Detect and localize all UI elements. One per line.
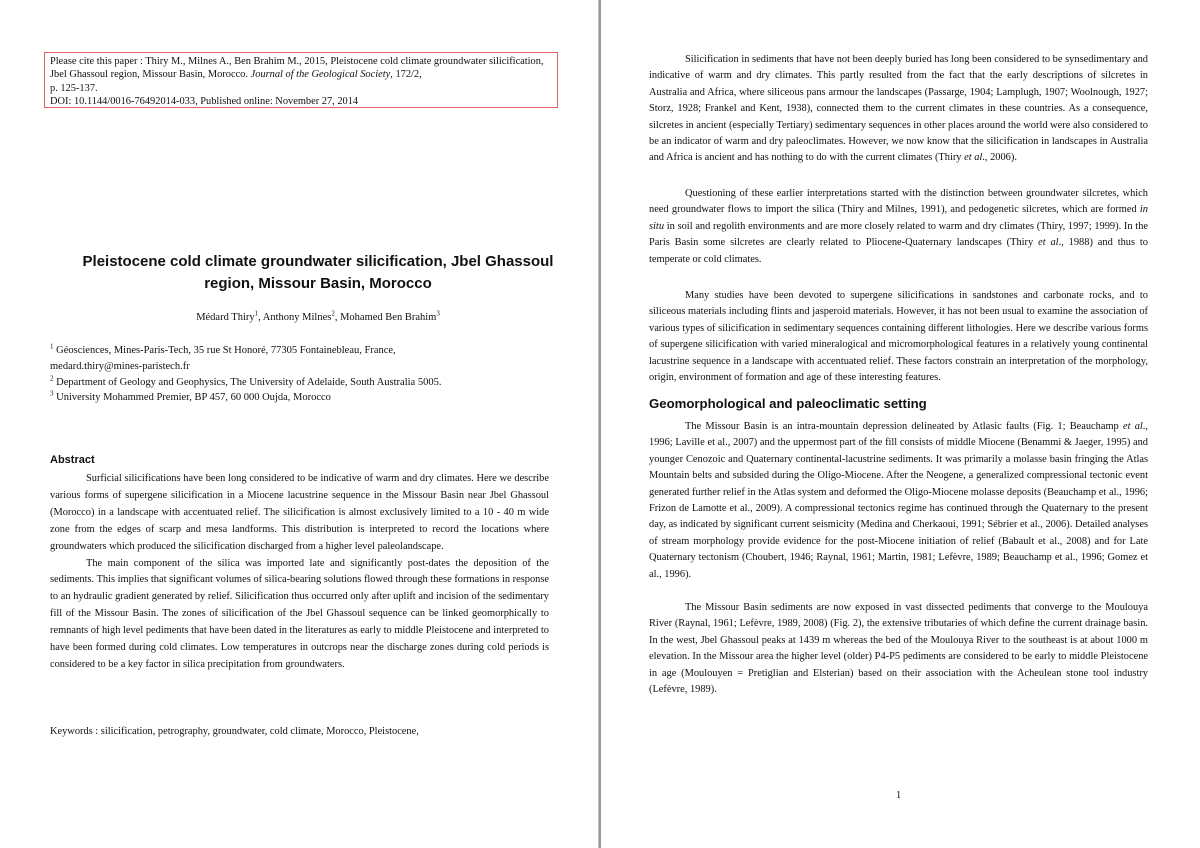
left-page <box>0 0 599 848</box>
affiliation-item <box>50 343 560 359</box>
abstract-paragraph: The main component of the silica was imported late and significantly post-dates the deposition of the sediments. This implies that significant volumes of silica-bearing solutions flowed through these formations in response to an hydraulic gradient generated by relief. Silicification thus occurred only after uplift and incision of the sedimentary fill of the Missour Basin. The zones of silicification of the Jbel Ghassoul sequence can be linked geomorphically to remnants of high level pediments that have been dated in the literatures as early to middle Pleistocene and interpreted to have been formed during cold climates. Low temperatures in outcrops near the discharge zones during cold periods is considered to be a key factor in silica precipitation from groundwaters. <box>50 557 549 670</box>
text-run: Questioning of these earlier interpretations started with the distinction between groundwater silcretes, which need groundwater flows to import the silica (Thiry and Milnes, 1991), and pedogenetic silcretes, which are formed <box>649 188 1148 216</box>
affiliation-sup: 1 <box>50 342 54 351</box>
author-sup: 3 <box>436 309 440 318</box>
body-paragraph <box>649 186 1148 268</box>
body-paragraph: Many studies have been devoted to supergene silicifications in sandstones and carbonate rocks, and to siliceous materials including flints and jasperoid materials. However, it has not been usual to examine the association of various types of silicification in sedimentary sequences containing different lithologies. Here we describe various forms of supergene silicification with varied mineralogical and micromorphological features in a relatively young continental lacustrine sequence in a landscape with accentuated relief. These factors constrain an interpretation of the morphology, origin, environment of formation and age of these interesting features. <box>649 290 1148 384</box>
section-heading: Geomorphological and paleoclimatic setting <box>649 396 927 411</box>
citation-text: Please cite this paper : Thiry M., Milnes A., Ben Brahim M., 2015, Pleistocene cold climate groundwater silicification, Jbel Ghassoul region, Missour Basin, Morocco. <box>50 56 544 81</box>
text-italic: et al <box>1122 421 1143 432</box>
keywords: Keywords : silicification, petrography, groundwater, cold climate, Morocco, Pleistocene, <box>50 726 419 737</box>
text-run: The Missour Basin is an intra-mountain depression delineated by Atlasic faults (Fig. 1; Beauchamp <box>685 421 1123 432</box>
body-paragraph: The Missour Basin sediments are now exposed in vast dissected pediments that converge to the Moulouya River (Raynal, 1961; Lefèvre, 1989, 2008) (Fig. 2), the extensive tributaries of which define the current drainage basin. In the west, Jbel Ghassoul peaks at 1439 m whereas the bed of the Moulouya River to the southeast is at about 1000 m elevation. In the Missour area the higher level (older) P4-P5 pediments are considered to be early to middle Pleistocene in age (Moulouyen = Pretiglian and Elsterian) based on their association with the Acheulean stone tool industry (Lefèvre, 1989). <box>649 602 1148 696</box>
right-page <box>601 0 1200 848</box>
citation-pages: p. 125-137. <box>50 82 98 94</box>
citation-volume: , 172/2, <box>390 69 422 81</box>
abstract-heading: Abstract <box>50 454 95 466</box>
body-paragraph <box>649 52 1148 167</box>
author-name: Médard Thiry <box>196 312 255 323</box>
text-run: ., 1996; Laville et al., 2007) and the uppermost part of the fill consists of middle Miocene (Benammi & Jaeger, 1995) and younger Cenozoic and Quaternary continental-lacustrine sediments. It was primarily a molasse basin fringing the Atlas Mountain belts and subsided during the Oligo-Miocene. After the Neogene, a generalized compressional tectonic event generated further relief in the Atlas system and deformed the Oligo-Miocene molasse deposits (Beauchamp et al., 1996; Frizon de Lamotte et al., 2009). A compressional tectonics regime has continued through the Quaternary to the present day, as indicated by significant current seismicity (Medina and Cherkaoui, 1991; Sébrier et al., 2006). Detailed analyses of stream morphology provide evidence for the post-Miocene initiation of relief (Babault et al., 2008) and for Late Quaternary tectonism (Choubert, 1946; Raynal, 1961; Martin, 1981; Lefèvre, 1989; Beauchamp et al., 1996; Gomez et al., 1996). <box>649 421 1148 580</box>
affiliation-sup: 2 <box>50 374 54 383</box>
author-sep: , <box>258 312 263 323</box>
text-run: ., 2006). <box>982 152 1017 164</box>
author-sep: , <box>334 312 341 323</box>
body-paragraph <box>649 419 1148 583</box>
affiliation-text: University Mohammed Premier, BP 457, 60 000 Oujda, Morocco <box>53 392 331 404</box>
affiliation-sup: 3 <box>50 389 54 398</box>
abstract-paragraph: Surficial silicifications have been long considered to be indicative of warm and dry climates. Here we describe various forms of supergene silicification in a Miocene lacustrine sequence in the Missour Basin near Jbel Ghassoul (Morocco) in a landscape with accentuated relief. The silicification is almost exclusively limited to a 10 - 40 m wide zone from the edges of scarp and mesa landforms. This distribution is interpreted to record the locations where groundwaters which produced the silicification discharged from a higher level paleolandscape. <box>50 473 549 552</box>
abstract-body <box>50 471 549 674</box>
text-run: Silicification in sediments that have not been deeply buried has long been considered to be synsedimentary and indicative of warm and dry climates. This partly resulted from the fact that the early descriptions of silcretes in Australia and Africa, where siliceous pans armour the landscapes (Passarge, 1904; Lamplugh, 1907; Woolnough, 1927; Storz, 1928; Frankel and Kent, 1938), connected them to the current climates in these countries. As a consequence, silcretes in ancient (especially Tertiary) sedimentary sequences in other places around the world were also considered to be an indicator of warm and dry paleoclimates. However, we now know that the silicification in landscapes in Australia and Africa is ancient and has nothing to do with the current climates (Thiry <box>649 54 1148 164</box>
affiliations <box>50 343 560 406</box>
paper-title: Pleistocene cold climate groundwater silicification, Jbel Ghassoul region, Missour Basin, Morocco <box>82 253 554 292</box>
affiliation-item <box>50 375 560 391</box>
text-italic: in situ <box>649 204 1148 232</box>
text-run: ., 1988) and thus to temperate or cold climates. <box>649 237 1148 265</box>
author-sup: 2 <box>331 309 335 318</box>
author-name: Mohamed Ben Brahim <box>340 312 437 323</box>
author-list <box>62 309 574 323</box>
affiliation-email: medard.thiry@mines-paristech.fr <box>50 360 190 372</box>
text-run: in soil and regolith environments and are more closely related to warm and dry climates (Thiry, 1997; 1999). In the Paris Basin some silcretes are clearly related to Pliocene-Quaternary landscapes (Thiry <box>649 220 1148 249</box>
citation-doi: DOI: 10.1144/0016-76492014-033, Published online: November 27, 2014 <box>50 96 359 108</box>
text-italic: et al <box>964 152 983 164</box>
affiliation-text: Géosciences, Mines-Paris-Tech, 35 rue St Honoré, 77305 Fontainebleau, France, <box>53 345 396 356</box>
author-name: Anthony Milnes <box>262 312 332 323</box>
page-number: 1 <box>896 790 902 801</box>
citation-box <box>44 52 558 108</box>
author-sup: 1 <box>254 309 259 318</box>
text-italic: et al <box>1038 237 1059 249</box>
affiliation-text: Department of Geology and Geophysics, The University of Adelaide, South Australia 5005. <box>53 376 442 388</box>
affiliation-item <box>50 390 560 406</box>
citation-journal: Journal of the Geological Society <box>250 69 391 81</box>
